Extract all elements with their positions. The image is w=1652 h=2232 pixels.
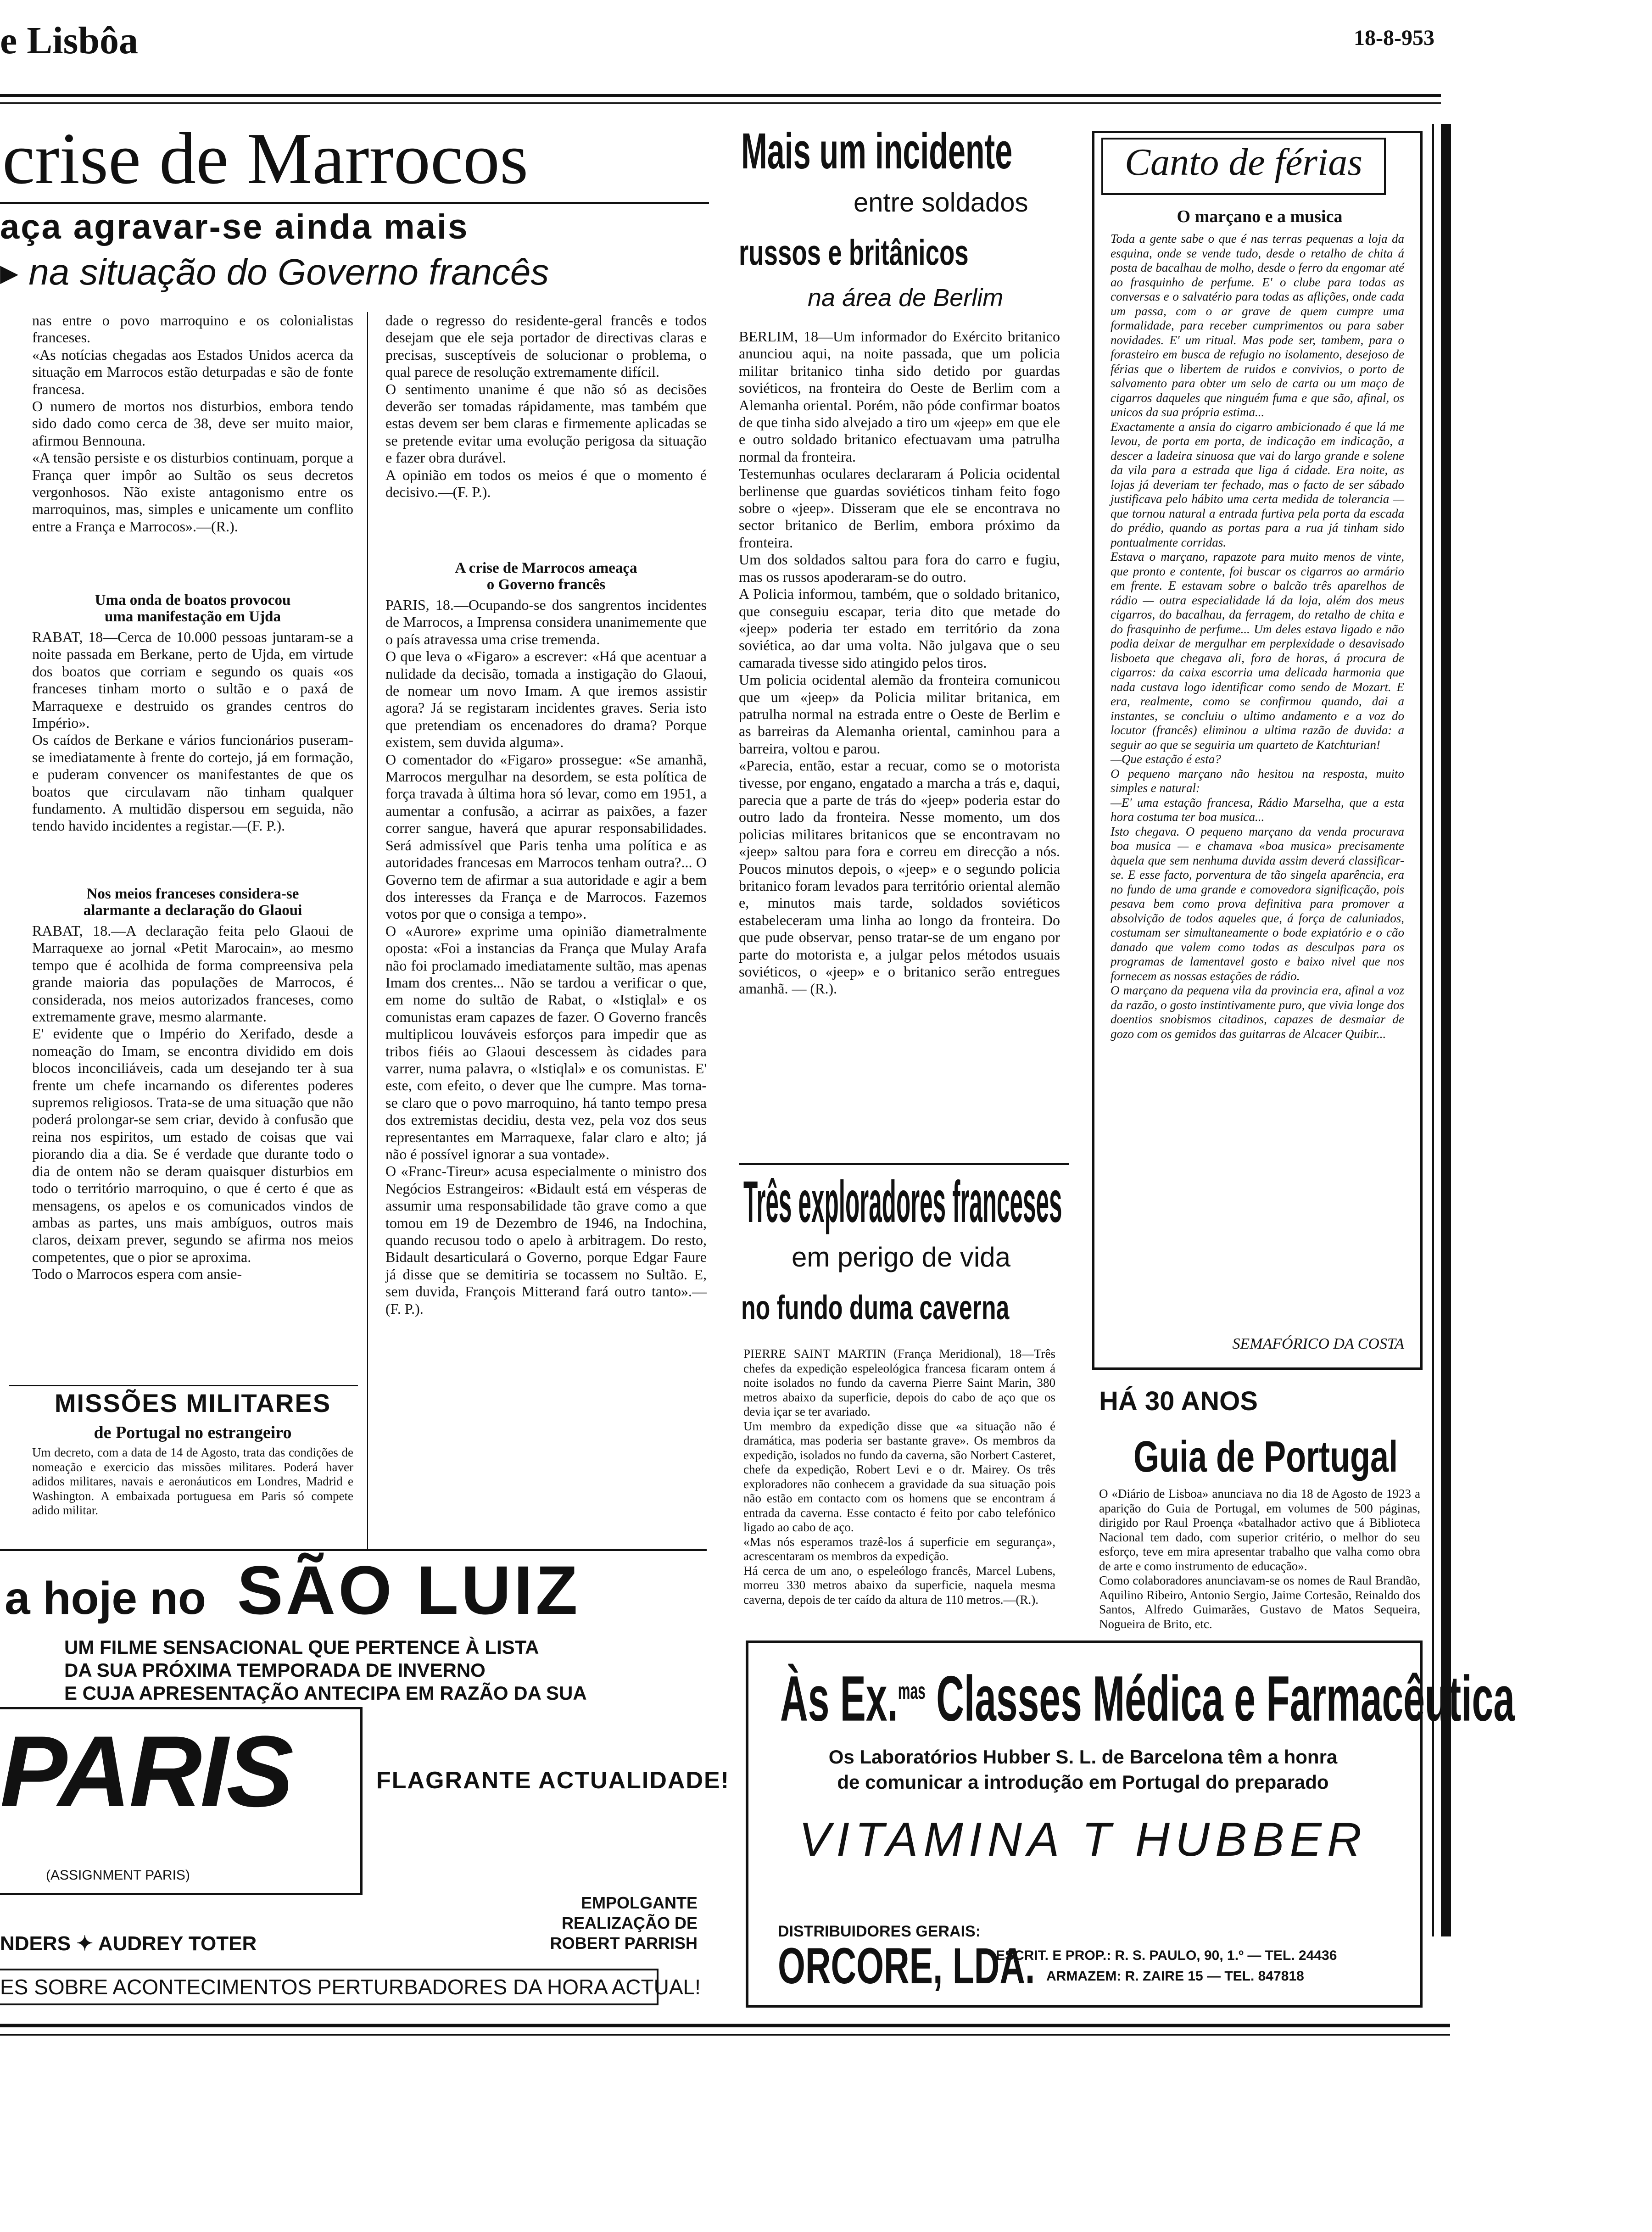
cinema-tagline: FLAGRANTE ACTUALIDADE!	[376, 1767, 730, 1794]
canto-title: Canto de férias	[1125, 141, 1362, 184]
missoes-subtitle: de Portugal no estrangeiro	[94, 1423, 292, 1442]
bottom-rule	[0, 2024, 1450, 2027]
exploradores-line2: em perigo de vida	[792, 1242, 1010, 1272]
cinema-cast: NDERS ✦ AUDREY TOTER	[0, 1932, 257, 1955]
masthead-rule-thin	[0, 102, 1441, 104]
marrocos-col1: nas entre o povo marroquino e os colonialistas franceses. «As notícias chegadas aos Estados Unidos acerca da situação em Marrocos estão deturpadas e são de fonte francesa. O numero de mortos nos disturbios, embora tendo sido dado como cerca de 38, deve ser muito maior, afirmou Bennouna. «A tensão persiste e os disturbios continuam, porque a França quer impôr ao Sultão os seus decretos vergonhosos. Não existe antagonismo entre os marroquinos, mas, simples e unicamente um conflito entre a França e Marrocos».—(R.).	[32, 312, 353, 535]
exploradores-line3: no fundo duma caverna	[741, 1289, 1010, 1327]
masthead-date: 18-8-953	[1354, 26, 1434, 50]
hubber-address-1: ESCRIT. E PROP.: R. S. PAULO, 90, 1.º — TEL. 24436	[996, 1948, 1337, 1963]
marrocos-col1-subhead-1: Uma onda de boatos provocou uma manifestação em Ujda	[95, 592, 291, 625]
missoes-top-rule	[9, 1385, 358, 1386]
cinema-headline-a: a hoje no	[5, 1573, 206, 1624]
hubber-title	[780, 1657, 1652, 1733]
cinema-desc: UM FILME SENSACIONAL QUE PERTENCE À LISTA DA SUA PRÓXIMA TEMPORADA DE INVERNO E CUJA APRESENTAÇÃO ANTECIPA EM RAZÃO DA SUA	[64, 1636, 587, 1704]
cinema-production: EMPOLGANTE REALIZAÇÃO DE ROBERT PARRISH	[550, 1893, 698, 1953]
cinema-film-subtitle: (ASSIGNMENT PARIS)	[46, 1868, 190, 1883]
ha30-body: O «Diário de Lisboa» anunciava no dia 18 de Agosto de 1923 a aparição do Guia de Portugal, em volumes de 500 páginas, dirigido por Raul Proença «batalhador activo que á Biblioteca Nacional tem dado, com superior critério, o melhor do seu esforço, teve em mira apresentar trabalho que valha como obra de arte e como instrumento de educação». Como colaboradores anunciavam-se os nomes de Raul Brandão, Aquilino Ribeiro, Antonio Sergio, Jaime Cortesão, Reinaldo dos Santos, Alfredo Guimarães, Gustavo de Matos Sequeira, Nogueira de Brito, etc.	[1099, 1487, 1420, 1631]
hubber-address-2: ARMAZEM: R. ZAIRE 15 — TEL. 847818	[1046, 1969, 1304, 1984]
marrocos-col2-subhead: A crise de Marrocos ameaça o Governo francês	[455, 560, 637, 593]
marrocos-headline-1: aça agravar-se ainda mais	[0, 207, 469, 246]
marrocos-col2: dade o regresso do residente-geral francês e todos desejam que ele seja portador de directivas claras e precisas, susceptíveis de solucionar o problema, o qual parece de resolução extremamente difícil. O sentimento unanime é que não só as decisões deverão ser tomadas rápidamente, mas também que estas devem ser bem claras e firmemente aplicadas se se pretende evitar uma evolução perigosa da situação e fazer obra durável. A opinião em todos os meios é que o momento é decisivo.—(F. P.).	[385, 312, 707, 501]
berlim-line3: russos e britânicos	[739, 232, 969, 273]
masthead-title: e Lisbôa	[0, 19, 139, 62]
canto-signature: SEMAFÓRICO DA COSTA	[1232, 1335, 1404, 1352]
berlim-line2: entre soldados	[854, 188, 1028, 218]
exploradores-title: Três exploradores franceses	[743, 1169, 1062, 1235]
canto-body: Toda a gente sabe o que é nas terras pequenas a loja da esquina, onde se vende tudo, desde o retalho de chita á posta de bacalhau de molho, desde o ferro da engomar até ao frasquinho de perfume. E' o clube para todas as conversas e o salvatério para todas as aflições, onde cada um passa, com o ar grave de quem cumpre uma formalidade, para receber cumprimentos ou para saber novidades. E' um ritual. Mas pode ser, tambem, para o forasteiro em busca de refugio no isolamento, desejoso de férias que o libertem de ruidos e convivios, o porto de salvamento para obter um selo de carta ou um maço de cigarros daqueles que ninguém fuma e que são, afinal, os unicos da sua própria estima... Exactamente a ansia do cigarro ambicionado é que lá me levou, de porta em porta, de indicação em indicação, a descer a ladeira sinuosa que vai do largo grande e solene da vila para a estrada que liga á cidade. Era noite, as lojas já deveriam ter fechado, mas o facto de ser sábado justificava pelo hábito uma certa medida de tolerancia — que tornou natural a entrada furtiva pela porta da escada do prédio, quando as portas para a rua já tinham sido pontualmente corridas. Estava o marçano, rapazote para muito menos de vinte, que pronto e contente, foi buscar os cigarros ao armário em frente. E estavam sobre o balcão três aparelhos de rádio — outra especialidade lá da loja, além dos meus cigarros, do bacalhau, da ferragem, do retalho de chita e do frasquinho de perfume... Um deles estava ligado e não podia deixar de mergulhar em perplexidade o desavisado lisboeta que chegava ali, fora de horas, á procura de cigarros: da caixa escorria uma delicada harmonia que nada custava logo identificar como sendo de Mozart. E era, realmente, como se confirmou quando, dai a instantes, se concluiu o ultimo andamento e a voz do locutor (francês) eliminou a ultima razão de duvida: a seguir ao que se seguiria um quarteto de Katchturian! —Que estação é esta? O pequeno marçano não hesitou na resposta, muito simples e natural: —E' uma estação francesa, Rádio Marselha, que a esta hora costuma ter boa musica... Isto chegava. O pequeno marçano da venda procurava boa musica — e chamava «boa musica» precisamente àquela que sem nenhuma duvida assim deverá classificar-se. E esse facto, porventura de tão singela aparência, era no fundo de uma grande e comovedora significação, pois pesava bem como prova definitiva para promover a absolvição de todos aqueles que, á força de caluniados, costumam ser simultaneamente o bode expiatório e o cão danado que valem como todas as desculpas para os programas de lamentavel gosto e baixo nivel que nos fornecem as nossas estações de rádio. O marçano da pequena vila da provincia era, afinal a voz da razão, o gosto instintivamente puro, que vivia longe dos doentios snobismos citadinos, capazes de desmaiar de gozo com os gemidos das guitarras de Alcacer Quibir...	[1111, 232, 1404, 1041]
exploradores-top-rule	[739, 1163, 1069, 1165]
hubber-title-sup: mas	[898, 1678, 926, 1704]
marrocos-col2-text: PARIS, 18.—Ocupando-se dos sangrentos incidentes de Marrocos, a Imprensa considera unanimemente que o país atravessa uma crise tremenda. O que leva o «Figaro» a escrever: «Há que acentuar a nulidade da decisão, tomada a instigação do Glaoui, de nomear um novo Imam. A que iremos assistir agora? Já se registaram incidentes graves. Seria isto que pretendiam os encenadores do drama? Porque existem, sem duvida alguma». O comentador do «Figaro» prossegue: «Se amanhã, Marrocos mergulhar na desordem, se esta política de força travada à última hora só levar, como em 1951, a aumentar a confusão, a acirrar as paixões, a fazer correr sangue, haverá que apurar responsabilidades. Será admissível que Paris tenha uma política e as autoridades francesas em Marrocos tenham outra?... O Governo tem de afirmar a sua autoridade e agir a bem dos interesses da França e de Marrocos. Fazemos votos por que o consiga a tempo». O «Aurore» exprime uma opinião diametralmente oposta: «Foi a instancias da França que Mulay Arafa não foi proclamado imediatamente sultão, mas apenas Imam dos crentes... Não se tardou a verificar o que, em nome do sultão de Rabat, o «Istiqlal» e os comunistas eram capazes de fazer. O Governo francês multiplicou louváveis esforços para impedir que as tribos fiéis ao Glaoui descessem às cidades para varrer, numa palavra, o «Istiqlal» e os comunistas. E' este, com efeito, o dever que lhe cumpre. Mas torna-se claro que o povo marroquino, há tanto tempo presa dos extremistas decidiu, desta vez, pela voz dos seus representantes em Marraquexe, falar claro e alto; já não é possível ignorar a sua vontade». O «Franc-Tireur» acusa especialmente o ministro dos Negócios Estrangeiros: «Bidault está em vésperas de assumir uma responsabilidade tão grave como a que tomou em 19 de Dezembro de 1946, na Indochina, quando recusou todo o apelo à arbitragem. Do resto, Bidault desarticulará o Governo, porque Edgar Faure já disse que se demitiria se tocassem no Sultão. E, sem duvida, François Mitterand fará outro tanto».—(F. P.).	[385, 597, 707, 1317]
hubber-product: VITAMINA T HUBBER	[798, 1813, 1367, 1866]
marrocos-title-rule	[0, 202, 709, 204]
hubber-title-b: Classes Médica e Farmacêutica	[936, 1662, 1515, 1735]
marrocos-col1-text-3: RABAT, 18.—A declaração feita pelo Glaoui de Marraquexe ao jornal «Petit Marocain», ao mesmo tempo que é acolhida de forma compreensiva pela grande maioria das populações de Marrocos, é considerada, nos meios autorizados franceses, como extremamente grave, mesmo alarmante. E' evidente que o Império do Xerifado, desde a nomeação do Imam, se encontra dividido em dois blocos inconciliáveis, cada um desejando ter à sua frente um chefe incarnando os diferentes poderes supremos religiosos. Trata-se de uma situação que não poderá prolongar-se sem criar, devido à confusão que reina nos espiritos, um estado de coisas que vai piorando dia a dia. Se é verdade que durante todo o dia de ontem não se deram quaisquer disturbios em todo o território marroquino, o que é certo é que as mensagens, os apelos e os comunicados vindos de ambas as partes, uns mais ambíguos, outros mais claros, deixam prever, segundo se afirma nos meios competentes, que o pior se aproxima. Todo o Marrocos espera com ansie-	[32, 922, 353, 1283]
berlim-line4: na área de Berlim	[808, 284, 1004, 312]
hubber-title-inner	[780, 1657, 1515, 1735]
column-divider	[367, 312, 368, 1551]
cinema-top-rule	[0, 1549, 707, 1551]
marrocos-headline-2: ▸ na situação do Governo francês	[0, 251, 549, 292]
marrocos-col1-subhead-2: Nos meios franceses considera-se alarmante a declaração do Glaoui	[83, 886, 302, 919]
cinema-headline-b: SÃO LUIZ	[237, 1551, 580, 1629]
bottom-rule-thin	[0, 2034, 1450, 2036]
hubber-line2: de comunicar a introdução em Portugal do preparado	[837, 1771, 1329, 1793]
cinema-footer: ES SOBRE ACONTECIMENTOS PERTURBADORES DA HORA ACTUAL!	[0, 1975, 701, 1999]
ha30-title: Guia de Portugal	[1133, 1432, 1398, 1481]
cinema-film-title: PARIS	[0, 1715, 292, 1828]
missoes-title: MISSÕES MILITARES	[54, 1389, 331, 1417]
canto-subtitle: O marçano e a musica	[1177, 207, 1343, 226]
hubber-company: ORCORE, LDA.	[778, 1938, 1035, 1994]
missoes-body: Um decreto, com a data de 14 de Agosto, trata das condições de nomeação e exercicio das missões militares. Poderá haver adidos militares, navais e aeronáuticos em Londres, Madrid e Washington. A embaixada portuguesa em Paris só compete adido militar.	[32, 1445, 353, 1517]
berlim-body: BERLIM, 18—Um informador do Exército britanico anunciou aqui, na noite passada, que um policia militar britanico tinha sido detido por guardas soviéticos, na fronteira do Oeste de Berlim com a Alemanha oriental. Porém, não póde confirmar boatos de que tinha sido alvejado a tiro um «jeep» em que ele e outro soldado britanico efectuavam uma patrulha normal da fronteira. Testemunhas oculares declararam á Policia ocidental berlinense que guardas soviéticos tinham feito fogo sobre o «jeep». Disseram que ele se encontrava no sector britanico de Berlim, embora próximo da fronteira. Um dos soldados saltou para fora do carro e fugiu, mas os russos apoderaram-se do outro. A Policia informou, também, que o soldado britanico, que conseguiu escapar, teria dito que metade do «jeep» poderia ter estado em território da zona soviética, ao dar uma volta. Não julgava que o seu camarada tivesse sido atingido pelos tiros. Um policia ocidental alemão da fronteira comunicou que um «jeep» da Policia militar britanica, em patrulha normal na estrada entre o Oeste de Berlim e as barreiras da Alemanha oriental, caminhou para a barreira, voltou e parou. «Parecia, então, estar a recuar, como se o motorista tivesse, por engano, engatado a marcha a trás e, daqui, parecia que a parte de trás do «jeep» poderia estar do outro lado da fronteira. Nesse momento, um dos policias militares britanicos que se encontravam no «jeep» saltou para fora e correu em direcção a nós. Poucos minutos depois, o «jeep» e o segundo policia britanico foram levados para território oriental alemão e, minutos mais tarde, soldados soviéticos estabeleceram uma linha ao longo da fronteira. Do que pude observar, penso tratar-se de um engano por parte do motorista e, a julgar pelos métodos usuais soviéticos, o «jeep» e o britanico serão entregues amanhã. — (R.).	[739, 328, 1060, 997]
exploradores-body: PIERRE SAINT MARTIN (França Meridional), 18—Três chefes da expedição espeleológica francesa ficaram ontem á noite isolados no fundo da caverna Pierre Saint Marin, 380 metros abaixo da superficie, depois do cabo de aço que os devia içar se ter avariado. Um membro da expedição disse que «a situação não é dramática, mas poderia ser bastante grave». Os membros da expedição, isolados no fundo da caverna, são Norbert Casteret, chefe da expedição, Robert Levi e o dr. Mairey. Os três exploradores não conhecem a gravidade da sua situação pois não estão em contacto com os homens que se encontram á entrada da caverna. Esse contacto é feito por cabo telefónico ligado ao cabo de aço. «Mas nós esperamos trazê-los á superficie em segurança», acrescentaram os membros da expedição. Há cerca de um ano, o espeleólogo francês, Marcel Lubens, morreu 330 metros abaixo da superficie, naquela mesma caverna, depois de ter caído da altura de 110 metros.—(R.).	[743, 1347, 1056, 1607]
marrocos-col1-text-2: RABAT, 18—Cerca de 10.000 pessoas juntaram-se a noite passada em Berkane, perto de Ujda, em virtude dos boatos que corriam e segundo os quais «os franceses tinham morto o sultão e o paxá de Marraquexe e destruido os grandes centros do Império». Os caídos de Berkane e vários funcionários puseram-se imediatamente à frente do cortejo, já em formação, e puderam convencer os manifestantes de que os boatos que circulavam não tinham qualquer fundamento. A multidão dispersou em seguida, não tendo havido incidentes a registar.—(F. P.).	[32, 629, 353, 834]
berlim-title: Mais um incidente	[741, 123, 1013, 179]
hubber-line1: Os Laboratórios Hubber S. L. de Barcelona têm a honra	[828, 1746, 1338, 1768]
masthead-rule	[0, 94, 1441, 97]
marrocos-title: crise de Marrocos	[2, 117, 529, 199]
marrocos-headline-2-text: na situação do Governo francês	[28, 251, 549, 292]
hubber-distributors-label: DISTRIBUIDORES GERAIS:	[778, 1923, 981, 1940]
cinema-headline	[5, 1551, 580, 1629]
ha30-label: HÁ 30 ANOS	[1099, 1386, 1258, 1416]
hubber-title-a: Às Ex.	[780, 1662, 898, 1735]
